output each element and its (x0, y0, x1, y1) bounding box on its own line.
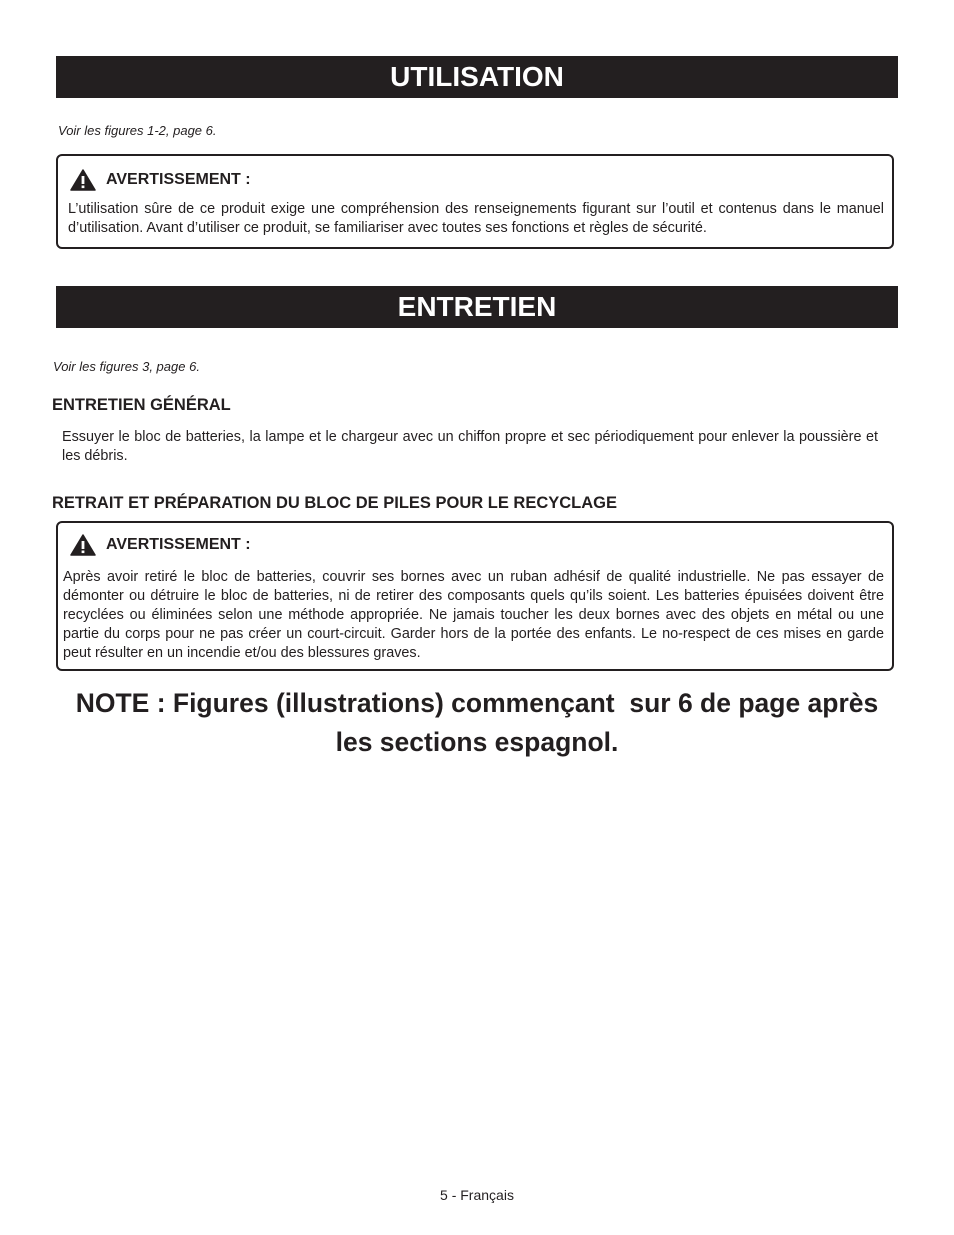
general-maintenance-text: Essuyer le bloc de batteries, la lampe et le chargeur avec un chiffon propre et sec périodiquement pour enlever la poussière et les débris. (62, 429, 878, 464)
warning-triangle-icon (70, 534, 96, 556)
entretien-title: ENTRETIEN (397, 291, 557, 322)
figures-note (56, 684, 898, 762)
utilisation-warning-title: AVERTISSEMENT : (106, 171, 251, 188)
utilisation-figure-reference: Voir les figures 1-2, page 6. (58, 123, 217, 138)
entretien-figure-reference: Voir les figures 3, page 6. (53, 359, 200, 374)
utilisation-warning-text: L’utilisation sûre de ce produit exige une compréhension des renseignements figurant sur l’outil et contenus dans le manuel d’utilisation. Avant d’utiliser ce produit, se familiariser avec toutes ses fonctions et règles de sécurité. (68, 201, 884, 236)
utilisation-warning-header (70, 169, 251, 191)
recycling-warning-text: Après avoir retiré le bloc de batteries, couvrir ses bornes avec un ruban adhésif de qualité industrielle. Ne pas essayer de démonter ou détruire le bloc de batteries, ni de retirer des composants quels qu’ils soient. Les batteries épuisées doivent être recyclées ou éliminées selon une méthode appropriée. Ne jamais toucher les deux bornes avec des objets en métal ou une partie du corps pour ne pas créer un court-circuit. Garder hors de la portée des enfants. Le no-respect de ces mises en garde peut résulter en un incendie et/ou des blessures graves. (63, 569, 884, 661)
recycling-warning-header (70, 534, 251, 556)
warning-triangle-icon (70, 169, 96, 191)
page-footer: 5 - Français (440, 1187, 514, 1203)
entretien-banner (56, 286, 898, 328)
utilisation-banner (56, 56, 898, 98)
general-maintenance-heading: ENTRETIEN GÉNÉRAL (52, 396, 231, 414)
recycling-warning-title: AVERTISSEMENT : (106, 536, 251, 553)
figures-note-line-1: NOTE : Figures (illustrations) commençant sur 6 de page après (75, 688, 879, 718)
utilisation-title: UTILISATION (390, 61, 564, 92)
figures-note-line-2: les sections espagnol. (335, 727, 619, 757)
utilisation-warning-box (56, 154, 894, 249)
recycling-heading: RETRAIT ET PRÉPARATION DU BLOC DE PILES POUR LE RECYCLAGE (52, 494, 618, 512)
recycling-warning-box (56, 521, 894, 671)
